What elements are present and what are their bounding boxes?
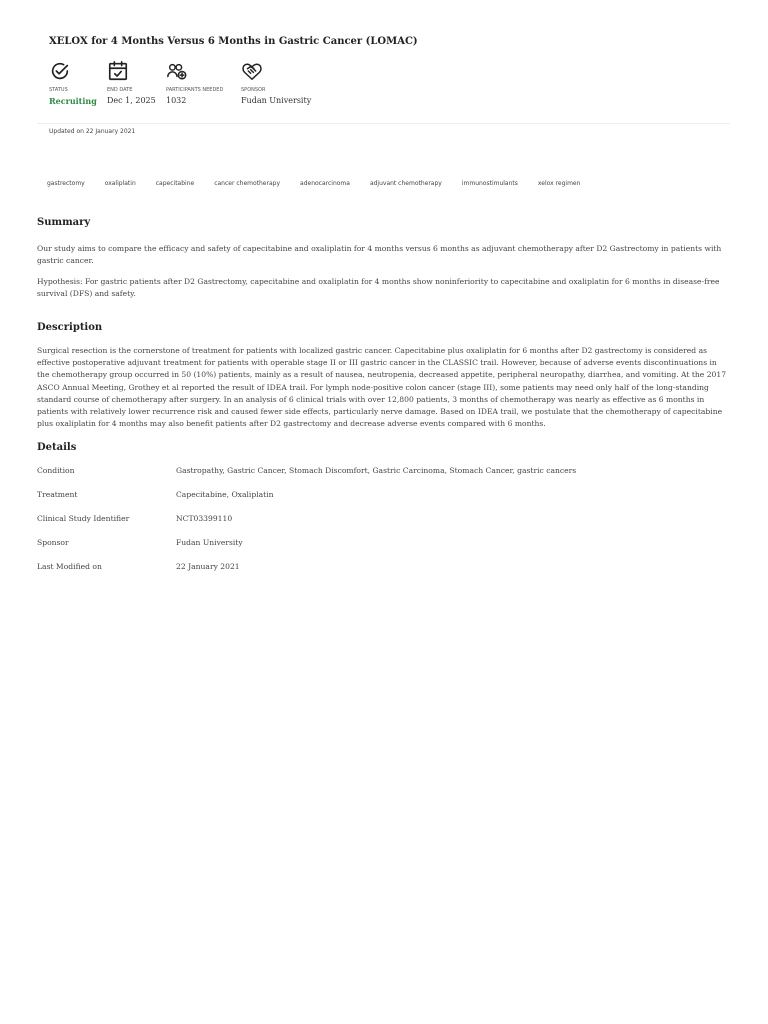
calendar-check-icon (107, 60, 129, 82)
stat-participants-label: PARTICIPANTS NEEDED (166, 87, 224, 93)
page-title: XELOX for 4 Months Versus 6 Months in Gastric Cancer (LOMAC) (49, 36, 418, 47)
details-table (37, 465, 730, 585)
description-heading: Description (37, 322, 103, 333)
stat-participants-value: 1032 (166, 96, 187, 105)
details-row-treatment (37, 489, 730, 513)
stat-status-label: STATUS (49, 87, 68, 93)
tag-adenocarcinoma[interactable]: adenocarcinoma (300, 180, 350, 187)
summary-paragraph-1: Our study aims to compare the efficacy and safety of capecitabine and oxaliplatin for 4 months versus 6 months as adjuvant chemotherapy after D2 Gastrectomy in patients with gastric cancer. (37, 244, 722, 266)
header-divider (37, 123, 730, 124)
tag-cancer-chemotherapy[interactable]: cancer chemotherapy (214, 180, 281, 187)
details-key: Sponsor (37, 538, 69, 547)
keyword-tags (37, 178, 590, 190)
details-heading: Details (37, 442, 77, 453)
check-circle-icon (49, 60, 71, 82)
stat-end-date-value: Dec 1, 2025 (107, 96, 156, 105)
tag-xelox-regimen[interactable]: xelox regimen (537, 180, 581, 187)
stat-status-value: Recruiting (49, 96, 97, 106)
updated-date: Updated on 22 January 2021 (49, 128, 136, 135)
details-value: NCT03399110 (176, 514, 233, 523)
tag-immunostimulants[interactable]: immunostimulants (461, 180, 518, 187)
details-value: 22 January 2021 (176, 562, 240, 571)
details-row-condition (37, 465, 730, 489)
participants-add-icon (166, 60, 188, 82)
stat-end-date-label: END DATE (107, 87, 133, 93)
details-row-last-modified (37, 561, 730, 585)
stat-sponsor-label: SPONSOR (241, 87, 266, 93)
details-key: Clinical Study Identifier (37, 514, 130, 523)
details-key: Last Modified on (37, 562, 102, 571)
details-key: Condition (37, 466, 75, 475)
details-value: Gastropathy, Gastric Cancer, Stomach Discomfort, Gastric Carcinoma, Stomach Cancer, gastric cancers (176, 466, 577, 475)
stat-participants (166, 60, 223, 105)
handshake-heart-icon (241, 60, 263, 82)
details-value: Capecitabine, Oxaliplatin (176, 490, 274, 499)
tag-capecitabine[interactable]: capecitabine (155, 180, 195, 187)
details-row-identifier (37, 513, 730, 537)
summary-heading: Summary (37, 217, 91, 228)
summary-paragraph-2: Hypothesis: For gastric patients after D2 Gastrectomy, capecitabine and oxaliplatin for 4 months show noninferiority to capecitabine and oxaliplatin for 6 months in disease-free survival (DFS) and safety. (37, 277, 720, 299)
details-value: Fudan University (176, 538, 243, 547)
description-text: Surgical resection is the cornerstone of treatment for patients with localized gastric cancer. Capecitabine plus oxaliplatin for 6 months after D2 gastrectomy is considered as effective postoperative adjuvant treatment for patients with operable stage II or III gastric cancer in the CLASSIC trail. However, because of adverse events discontinuations in the chemotherapy group occurred in 50 (10%) patients, mainly as a result of nausea, neutropenia, decreased appetite, peripheral neuropathy, diarrhea, and vomiting. At the 2017 ASCO Annual Meeting, Grothey et al reported the result of IDEA trail. For lymph node-positive colon cancer (stage III), some patients may need only half of the long-standing standard course of chemotherapy after surgery. In an analysis of 6 clinical trials with over 12,800 patients, 3 months of chemotherapy was nearly as effective as 6 months in patients with relatively lower recurrence risk and caused fewer side effects, particularly nerve damage. Based on IDEA trail, we postulate that the chemotherapy of capecitabine plus oxaliplatin for 4 months may also benefit patients after D2 gastrectomy and decrease adverse events compared with 6 months. (37, 346, 727, 429)
tag-gastrectomy[interactable]: gastrectomy (47, 180, 85, 187)
stat-status (49, 60, 97, 106)
tag-adjuvant-chemotherapy[interactable]: adjuvant chemotherapy (369, 180, 442, 187)
tag-oxaliplatin[interactable]: oxaliplatin (104, 180, 136, 187)
stat-sponsor-value: Fudan University (241, 96, 312, 105)
details-key: Treatment (37, 490, 78, 499)
stat-sponsor (241, 60, 311, 105)
stat-end-date (107, 60, 156, 105)
details-row-sponsor (37, 537, 730, 561)
